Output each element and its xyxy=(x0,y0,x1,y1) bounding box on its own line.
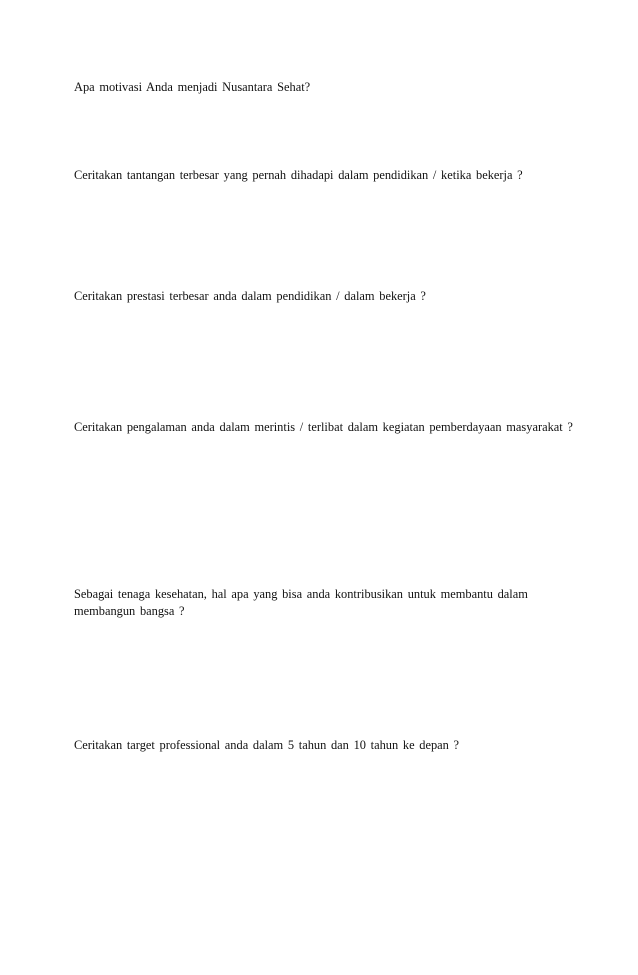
question-contribution: Sebagai tenaga kesehatan, hal apa yang bisa anda kontribusikan untuk membantu dalam membangun bangsa ? xyxy=(74,587,528,618)
question-community-empowerment: Ceritakan pengalaman anda dalam merintis / terlibat dalam kegiatan pemberdayaan masyarakat ? xyxy=(74,420,573,434)
question-biggest-achievement: Ceritakan prestasi terbesar anda dalam pendidikan / dalam bekerja ? xyxy=(74,289,426,303)
question-motivation: Apa motivasi Anda menjadi Nusantara Sehat? xyxy=(74,80,311,94)
question-biggest-challenge: Ceritakan tantangan terbesar yang pernah dihadapi dalam pendidikan / ketika bekerja ? xyxy=(74,168,523,182)
question-professional-target: Ceritakan target professional anda dalam 5 tahun dan 10 tahun ke depan ? xyxy=(74,738,460,752)
